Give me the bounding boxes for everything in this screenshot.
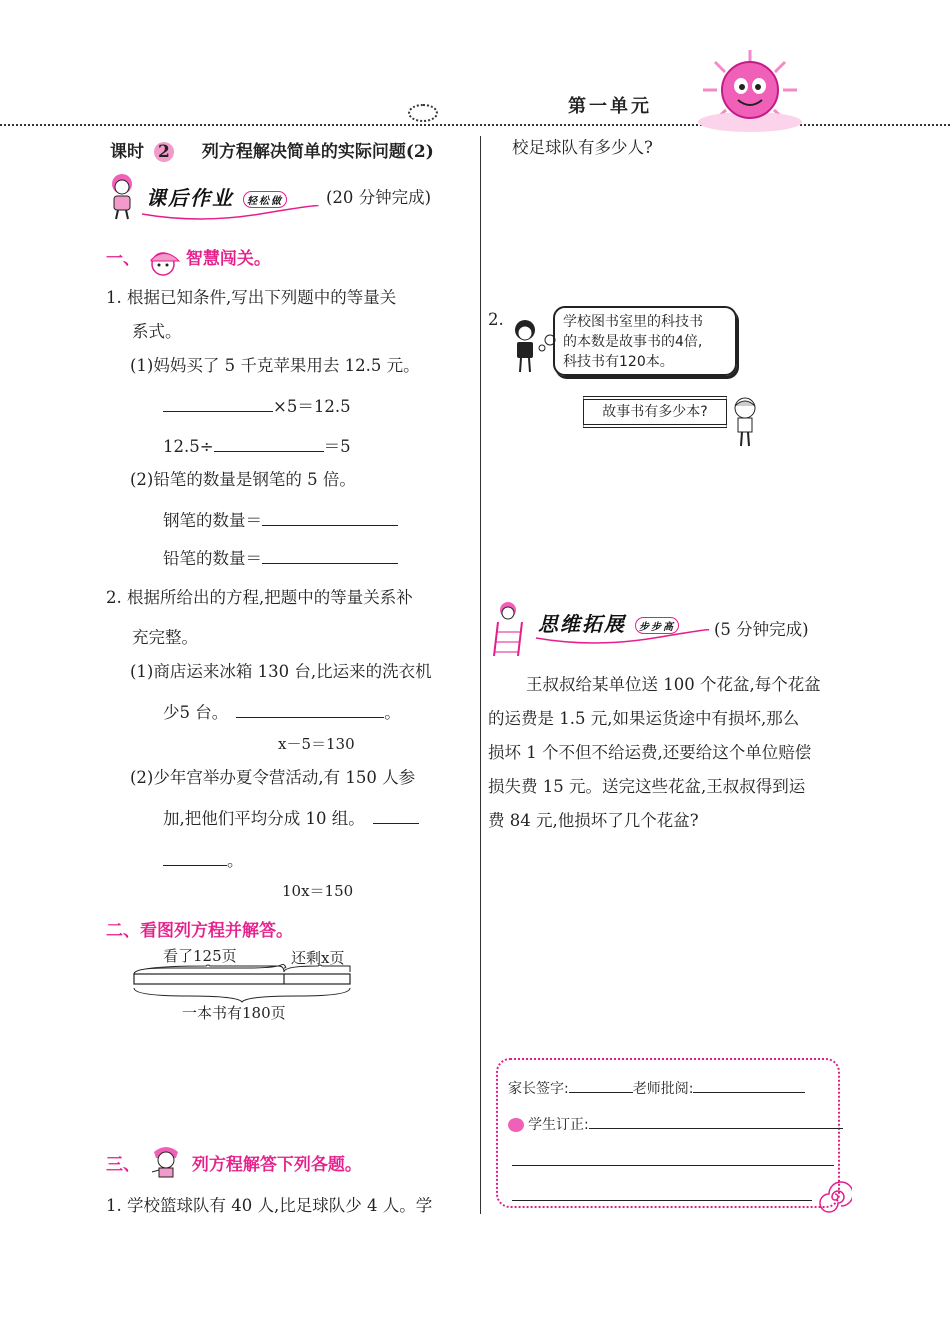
ladder-girl-icon [488,600,534,658]
sun-icon [695,48,805,132]
bubble-line-1: 学校图书室里的科技书 [563,314,703,330]
bubble-line-2: 的本数是故事书的4倍, [563,334,703,350]
s1-q2-p1-line2: 少5 台。 。 [163,703,401,722]
header-rule [0,124,950,126]
teacher-review-label: 老师批阅: [632,1081,694,1097]
s1-q2-line2: 充完整。 [132,628,198,647]
sig-row-2 [508,1113,843,1135]
answer-blank[interactable] [262,510,398,526]
thinking-title: 思维拓展 步步高 [538,608,679,637]
correction-field[interactable] [589,1113,843,1129]
parent-sign-field[interactable] [569,1077,633,1093]
thinking-time: (5 分钟完成) [714,620,809,639]
thinking-line-3: 损坏 1 个不但不给运费,还要给这个单位赔偿 [488,743,812,762]
question-box [583,396,727,428]
lesson-number-badge: 2 [154,142,174,162]
answer-blank[interactable] [214,436,324,452]
answer-blank[interactable] [163,850,227,866]
homework-badge: 轻松做 [243,191,287,208]
section1-heading: 一、 智慧闯关。 [106,244,271,270]
answer-blank[interactable] [262,548,398,564]
s1-q2-p2-line2: 加,把他们平均分成 10 组。 [163,808,419,829]
speech-bubble [553,306,737,376]
section3-heading: 三、 列方程解答下列各题。 [106,1150,362,1176]
r-q2-num: 2. [488,310,504,329]
girl-reader-icon [508,318,542,374]
answer-blank[interactable] [236,702,384,718]
s1-q2-p2-line3: 。 [163,850,244,871]
thinking-badge: 步步高 [635,617,679,634]
s1-q1-line2: 系式。 [132,322,182,341]
s1-q2-p1-line1: (1)商店运来冰箱 130 台,比运来的洗衣机 [130,662,432,681]
s1-q2-line1: 2. 根据所给出的方程,把题中的等量关系补 [106,588,413,607]
answer-blank[interactable] [373,808,419,824]
correction-label: 学生订正: [528,1117,589,1133]
face-icon [508,1118,524,1132]
homework-title: 课后作业 轻松做 [146,182,287,211]
section2-heading: 二、看图列方程并解答。 [106,921,293,941]
s3-q1-line1: 1. 学校篮球队有 40 人,比足球队少 4 人。学 [106,1196,433,1215]
thinking-underline [534,626,710,646]
lesson-label: 课时 [110,142,144,162]
s1-q1-line1: 1. 根据已知条件,写出下列题中的等量关 [106,288,397,307]
diagram-read-label: 看了125页 [163,947,237,965]
boy-reader-icon [730,396,760,448]
line-segment-diagram [128,964,358,1008]
s1-q1-part2: (2)铅笔的数量是钢笔的 5 倍。 [130,470,356,489]
lesson-header [110,142,434,162]
girl-mascot-icon [104,172,140,220]
s1-q1-eq2: 12.5÷ ＝5 [163,437,351,456]
s1-q1-eq4: 铅笔的数量＝ [163,548,398,569]
s1-q1-eq1: ×5＝12.5 [163,396,351,417]
sig-row-1 [508,1077,805,1099]
s1-q1-part1: (1)妈妈买了 5 千克苹果用去 12.5 元。 [130,356,420,375]
section3-name: 列方程解答下列各题。 [191,1155,362,1175]
section1-name: 智慧闯关。 [185,249,271,269]
parent-sign-label: 家长签字: [508,1081,569,1097]
thinking-line-1: 王叔叔给某单位送 100 个花盆,每个花盆 [526,675,821,694]
banner-underline [140,200,320,222]
swirl-decoration [408,104,438,122]
s1-q2-p2-eq: 10x＝150 [282,882,354,900]
column-divider [480,136,481,1214]
diagram-remain-label: 还剩x页 [291,949,345,967]
boy-mascot-icon [146,1154,186,1176]
teacher-review-field[interactable] [693,1077,805,1093]
homework-time: (20 分钟完成) [326,188,432,207]
thinking-line-2: 的运费是 1.5 元,如果运货途中有损坏,那么 [488,709,800,728]
thinking-line-4: 损失费 15 元。送完这些花盆,王叔叔得到运 [488,777,806,796]
s1-q2-p2-line1: (2)少年宫举办夏令营活动,有 150 人参 [130,768,416,787]
boy-cap-icon [146,248,180,270]
thinking-line-5: 费 84 元,他损坏了几个花盆? [488,811,699,830]
question-text: 故事书有多少本? [602,404,708,420]
s1-q2-p1-eq: x－5＝130 [278,735,355,753]
lesson-title: 列方程解决简单的实际问题(2) [201,142,434,162]
correction-line-3[interactable] [512,1200,812,1201]
answer-blank[interactable] [163,396,273,412]
unit-title: 第一单元 [568,96,652,117]
correction-line-2[interactable] [512,1165,834,1166]
spiral-icon [818,1180,852,1214]
bubble-line-3: 科技书有120本。 [563,354,674,370]
s1-q1-eq3: 钢笔的数量＝ [163,510,398,531]
s3-q1-line2: 校足球队有多少人? [512,138,653,157]
diagram-total-label: 一本书有180页 [182,1004,286,1022]
